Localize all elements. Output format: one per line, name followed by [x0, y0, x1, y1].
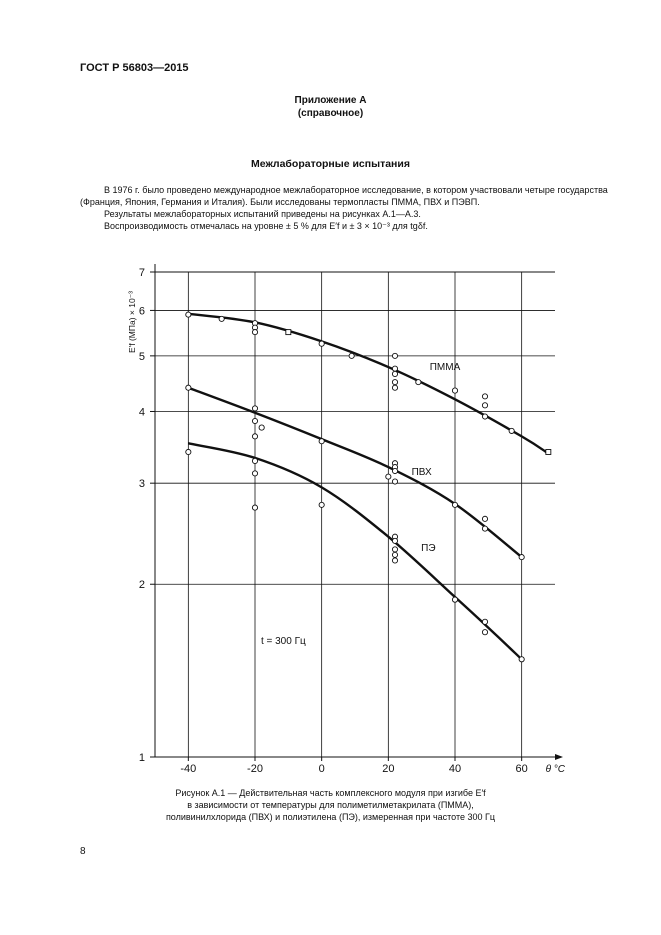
paragraph-results: Результаты межлабораторных испытаний приведены на рисунках А.1—А.3. [104, 209, 421, 219]
data-point [482, 526, 487, 531]
x-axis-label: θ °C [545, 764, 565, 775]
x-tick-label: -20 [247, 763, 263, 775]
data-point [509, 428, 514, 433]
data-point [519, 555, 524, 560]
document-code: ГОСТ Р 56803—2015 [80, 62, 189, 74]
data-point [392, 385, 397, 390]
data-point [349, 353, 354, 358]
series-label: ПЭ [421, 543, 436, 555]
data-point [452, 597, 457, 602]
x-tick-label: 0 [318, 763, 325, 775]
series-label: ПВХ [411, 467, 432, 479]
data-point [252, 471, 257, 476]
data-point [252, 418, 257, 423]
data-point [392, 552, 397, 557]
y-tick-label: 7 [138, 267, 145, 279]
caption-line-1: Рисунок А.1 — Действительная часть комплексного модуля при изгибе E′f [175, 788, 486, 798]
section-title: Межлабораторные испытания [251, 158, 410, 170]
caption-line-2: в зависимости от температуры для полиметилметакрилата (ПММА), [187, 800, 474, 810]
data-point [392, 558, 397, 563]
data-point [392, 538, 397, 543]
data-point [519, 657, 524, 662]
x-tick-label: 40 [448, 763, 462, 775]
data-point [319, 439, 324, 444]
paragraph-reproducibility: Воспроизводимость отмечалась на уровне ± 5 % для E′f и ± 3 × 10⁻³ для tgδf. [104, 221, 428, 231]
series-curve-2 [188, 443, 521, 659]
y-tick-label: 4 [138, 406, 145, 419]
y-tick-label: 5 [138, 350, 145, 363]
frequency-annotation: t = 300 Гц [260, 635, 306, 647]
data-point [186, 312, 191, 317]
data-point [392, 479, 397, 484]
data-point [252, 330, 257, 335]
data-point [452, 502, 457, 507]
data-point [386, 474, 391, 479]
data-point [186, 449, 191, 454]
data-point [482, 630, 487, 635]
data-point [259, 425, 264, 430]
data-point [252, 406, 257, 411]
data-point [482, 619, 487, 624]
figure-caption [0, 787, 661, 823]
data-point [482, 403, 487, 408]
y-tick-label: 1 [138, 752, 145, 764]
page-number: 8 [80, 846, 86, 857]
annex-subtitle: (справочное) [297, 108, 364, 119]
data-point [286, 330, 291, 335]
data-point [252, 434, 257, 439]
data-point [392, 353, 397, 358]
data-point [319, 502, 324, 507]
x-tick-label: 60 [515, 763, 528, 775]
data-point [392, 468, 397, 473]
series-label: ПММА [429, 362, 461, 374]
x-axis-arrow [555, 754, 563, 760]
data-point [186, 385, 191, 390]
series-curve-1 [188, 388, 521, 557]
y-axis-label: E′f (МПа) × 10⁻³ [127, 290, 137, 354]
annex-title: Приложение А [294, 95, 367, 106]
data-point [416, 380, 421, 385]
data-point [392, 371, 397, 376]
data-point [482, 394, 487, 399]
data-point [482, 516, 487, 521]
y-tick-label: 6 [138, 305, 145, 318]
y-tick-label: 2 [138, 579, 145, 592]
paragraph-intro: В 1976 г. было проведено международное межлабораторное исследование, в котором участвовали четыре государства (Франция, Япония, Германия и Италия). Были исследованы термопласты ПММА, ПВХ и ПЭВП. [80, 185, 608, 207]
data-point [482, 414, 487, 419]
caption-line-3: поливинилхлорида (ПВХ) и полиэтилена (ПЭ), измеренная при частоте 300 Гц [165, 812, 496, 822]
data-point [392, 366, 397, 371]
x-tick-label: -40 [180, 763, 197, 775]
data-point [252, 505, 257, 510]
data-point [219, 316, 224, 321]
data-point [319, 341, 324, 346]
data-point [452, 388, 457, 393]
data-point [546, 449, 551, 454]
y-tick-label: 3 [138, 478, 145, 491]
series-curve-0 [188, 314, 548, 454]
x-tick-label: 20 [382, 763, 395, 775]
data-point [252, 458, 257, 463]
data-point [392, 380, 397, 385]
data-point [392, 547, 397, 552]
